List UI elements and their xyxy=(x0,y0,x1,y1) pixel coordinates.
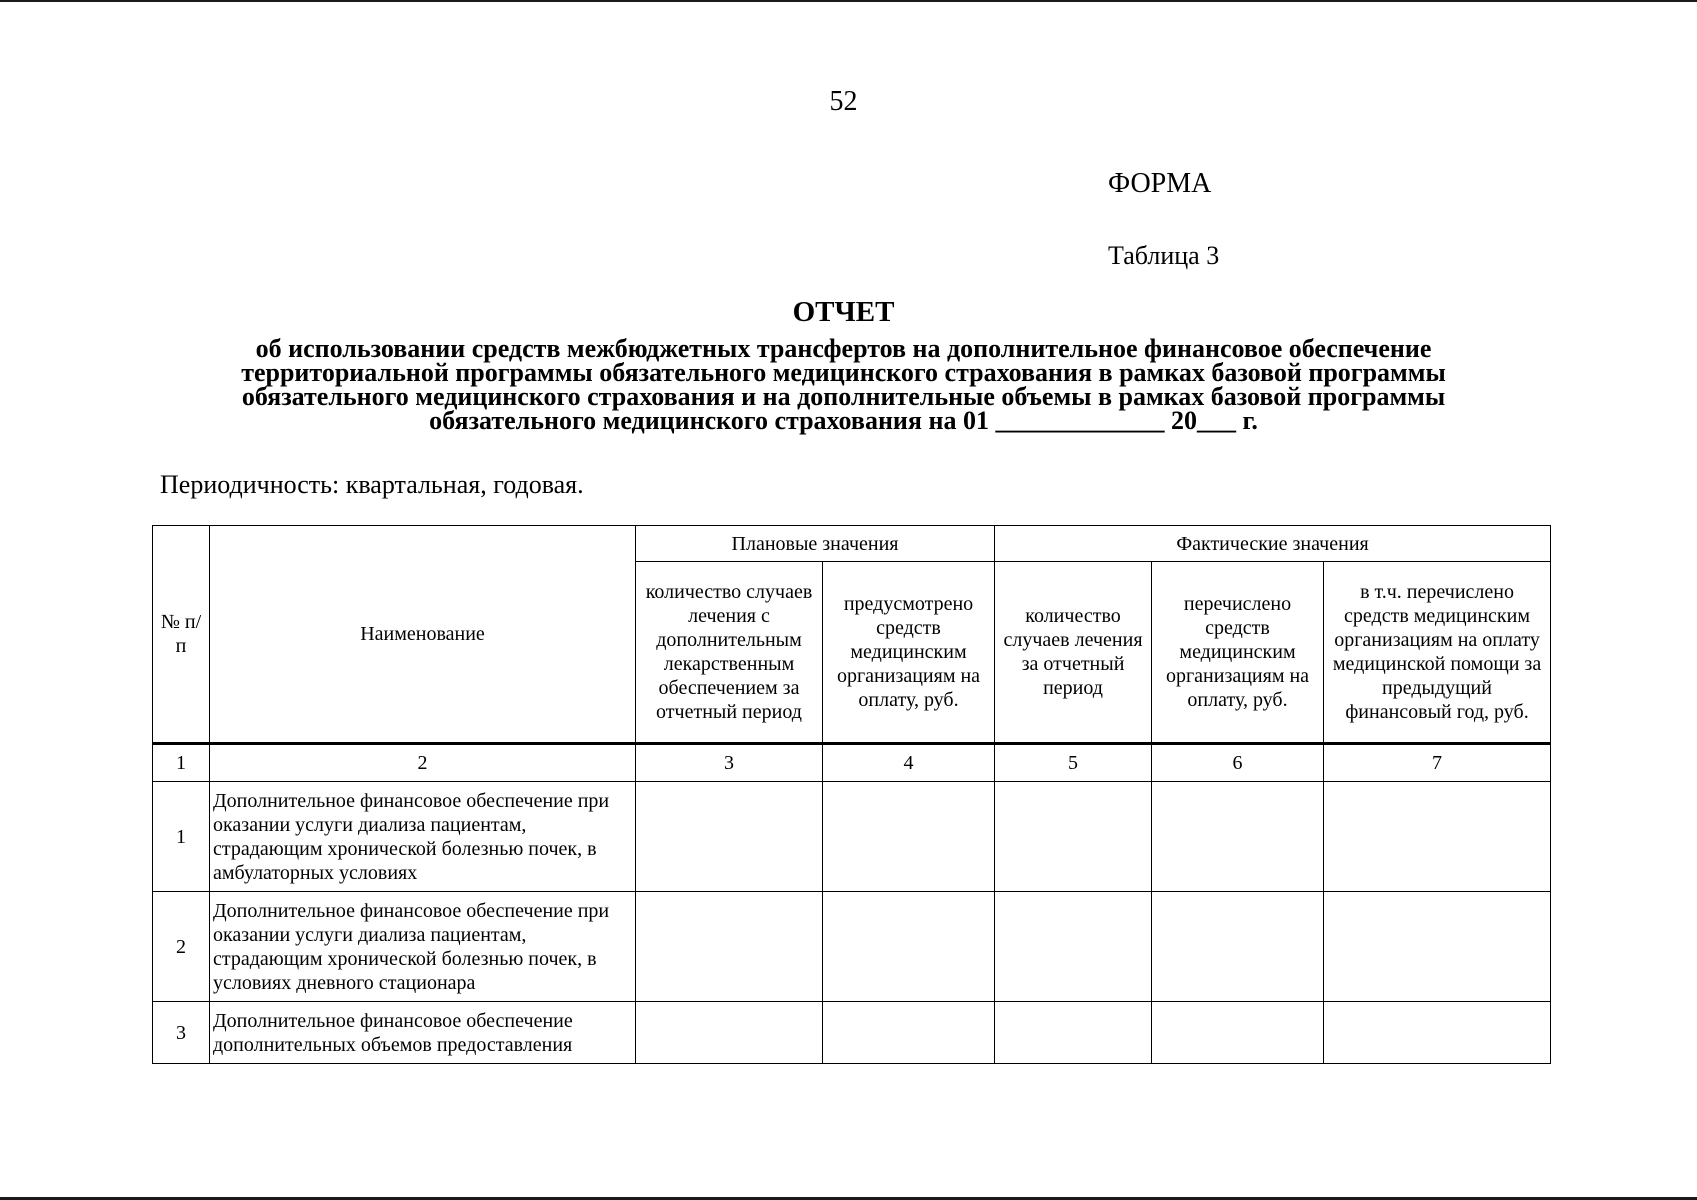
row-number: 1 xyxy=(153,782,210,892)
data-cell[interactable] xyxy=(1324,892,1551,1002)
report-table xyxy=(152,525,1551,1064)
data-cell[interactable] xyxy=(995,892,1152,1002)
column-numbers-row xyxy=(153,744,1551,782)
data-cell[interactable] xyxy=(1324,1002,1551,1064)
report-subtitle: об использовании средств межбюджетных трансфертов на дополнительное финансовое обеспечение территориальной программы обязательного медицинского страхования в рамках базовой программы обязательного медицинского страхования и на дополнительные объемы в рамках базовой программы обязательного медицинского страхования на 01 _____________ 20___ г. xyxy=(241,334,1446,435)
data-cell[interactable] xyxy=(636,782,823,892)
row-name: Дополнительное финансовое обеспечение дополнительных объемов предоставления xyxy=(210,1002,636,1064)
column-number: 4 xyxy=(823,744,995,782)
header-col3: количество случаев лечения с дополнительным лекарственным обеспечением за отчетный период xyxy=(636,562,823,744)
table-row xyxy=(153,1002,1551,1064)
column-number: 5 xyxy=(995,744,1152,782)
table-label: Таблица 3 xyxy=(1108,241,1220,270)
row-name: Дополнительное финансовое обеспечение при оказании услуги диализа пациентам, страдающим хронической болезнью почек, в амбулаторных условиях xyxy=(210,782,636,892)
row-name: Дополнительное финансовое обеспечение при оказании услуги диализа пациентам, страдающим хронической болезнью почек, в условиях дневного стационара xyxy=(210,892,636,1002)
page-number: 52 xyxy=(829,86,858,117)
header-actual-group: Фактические значения xyxy=(995,526,1551,562)
data-cell[interactable] xyxy=(823,1002,995,1064)
table-row xyxy=(153,892,1551,1002)
report-title: ОТЧЕТ xyxy=(792,296,895,328)
data-cell[interactable] xyxy=(823,892,995,1002)
header-col5: количество случаев лечения за отчетный период xyxy=(995,562,1152,744)
column-number: 6 xyxy=(1152,744,1324,782)
header-name: Наименование xyxy=(210,526,636,744)
header-group-row xyxy=(153,526,1551,562)
periodicity-note: Периодичность: квартальная, годовая. xyxy=(160,470,584,499)
data-cell[interactable] xyxy=(1324,782,1551,892)
data-cell[interactable] xyxy=(995,782,1152,892)
data-cell[interactable] xyxy=(1152,782,1324,892)
table-row xyxy=(153,782,1551,892)
data-cell[interactable] xyxy=(636,1002,823,1064)
scan-edge-top xyxy=(0,0,1697,2)
data-cell[interactable] xyxy=(1152,892,1324,1002)
data-cell[interactable] xyxy=(636,892,823,1002)
column-number: 3 xyxy=(636,744,823,782)
data-cell[interactable] xyxy=(823,782,995,892)
header-num: № п/п xyxy=(153,526,210,744)
row-number: 3 xyxy=(153,1002,210,1064)
row-number: 2 xyxy=(153,892,210,1002)
column-number: 2 xyxy=(210,744,636,782)
form-label: ФОРМА xyxy=(1108,168,1212,199)
header-col6: перечислено средств медицинским организациям на оплату, руб. xyxy=(1152,562,1324,744)
header-col4: предусмотрено средств медицинским организациям на оплату, руб. xyxy=(823,562,995,744)
data-cell[interactable] xyxy=(995,1002,1152,1064)
column-number: 7 xyxy=(1324,744,1551,782)
data-cell[interactable] xyxy=(1152,1002,1324,1064)
header-planned-group: Плановые значения xyxy=(636,526,995,562)
column-number: 1 xyxy=(153,744,210,782)
header-col7: в т.ч. перечислено средств медицинским организациям на оплату медицинской помощи за предыдущий финансовый год, руб. xyxy=(1324,562,1551,744)
